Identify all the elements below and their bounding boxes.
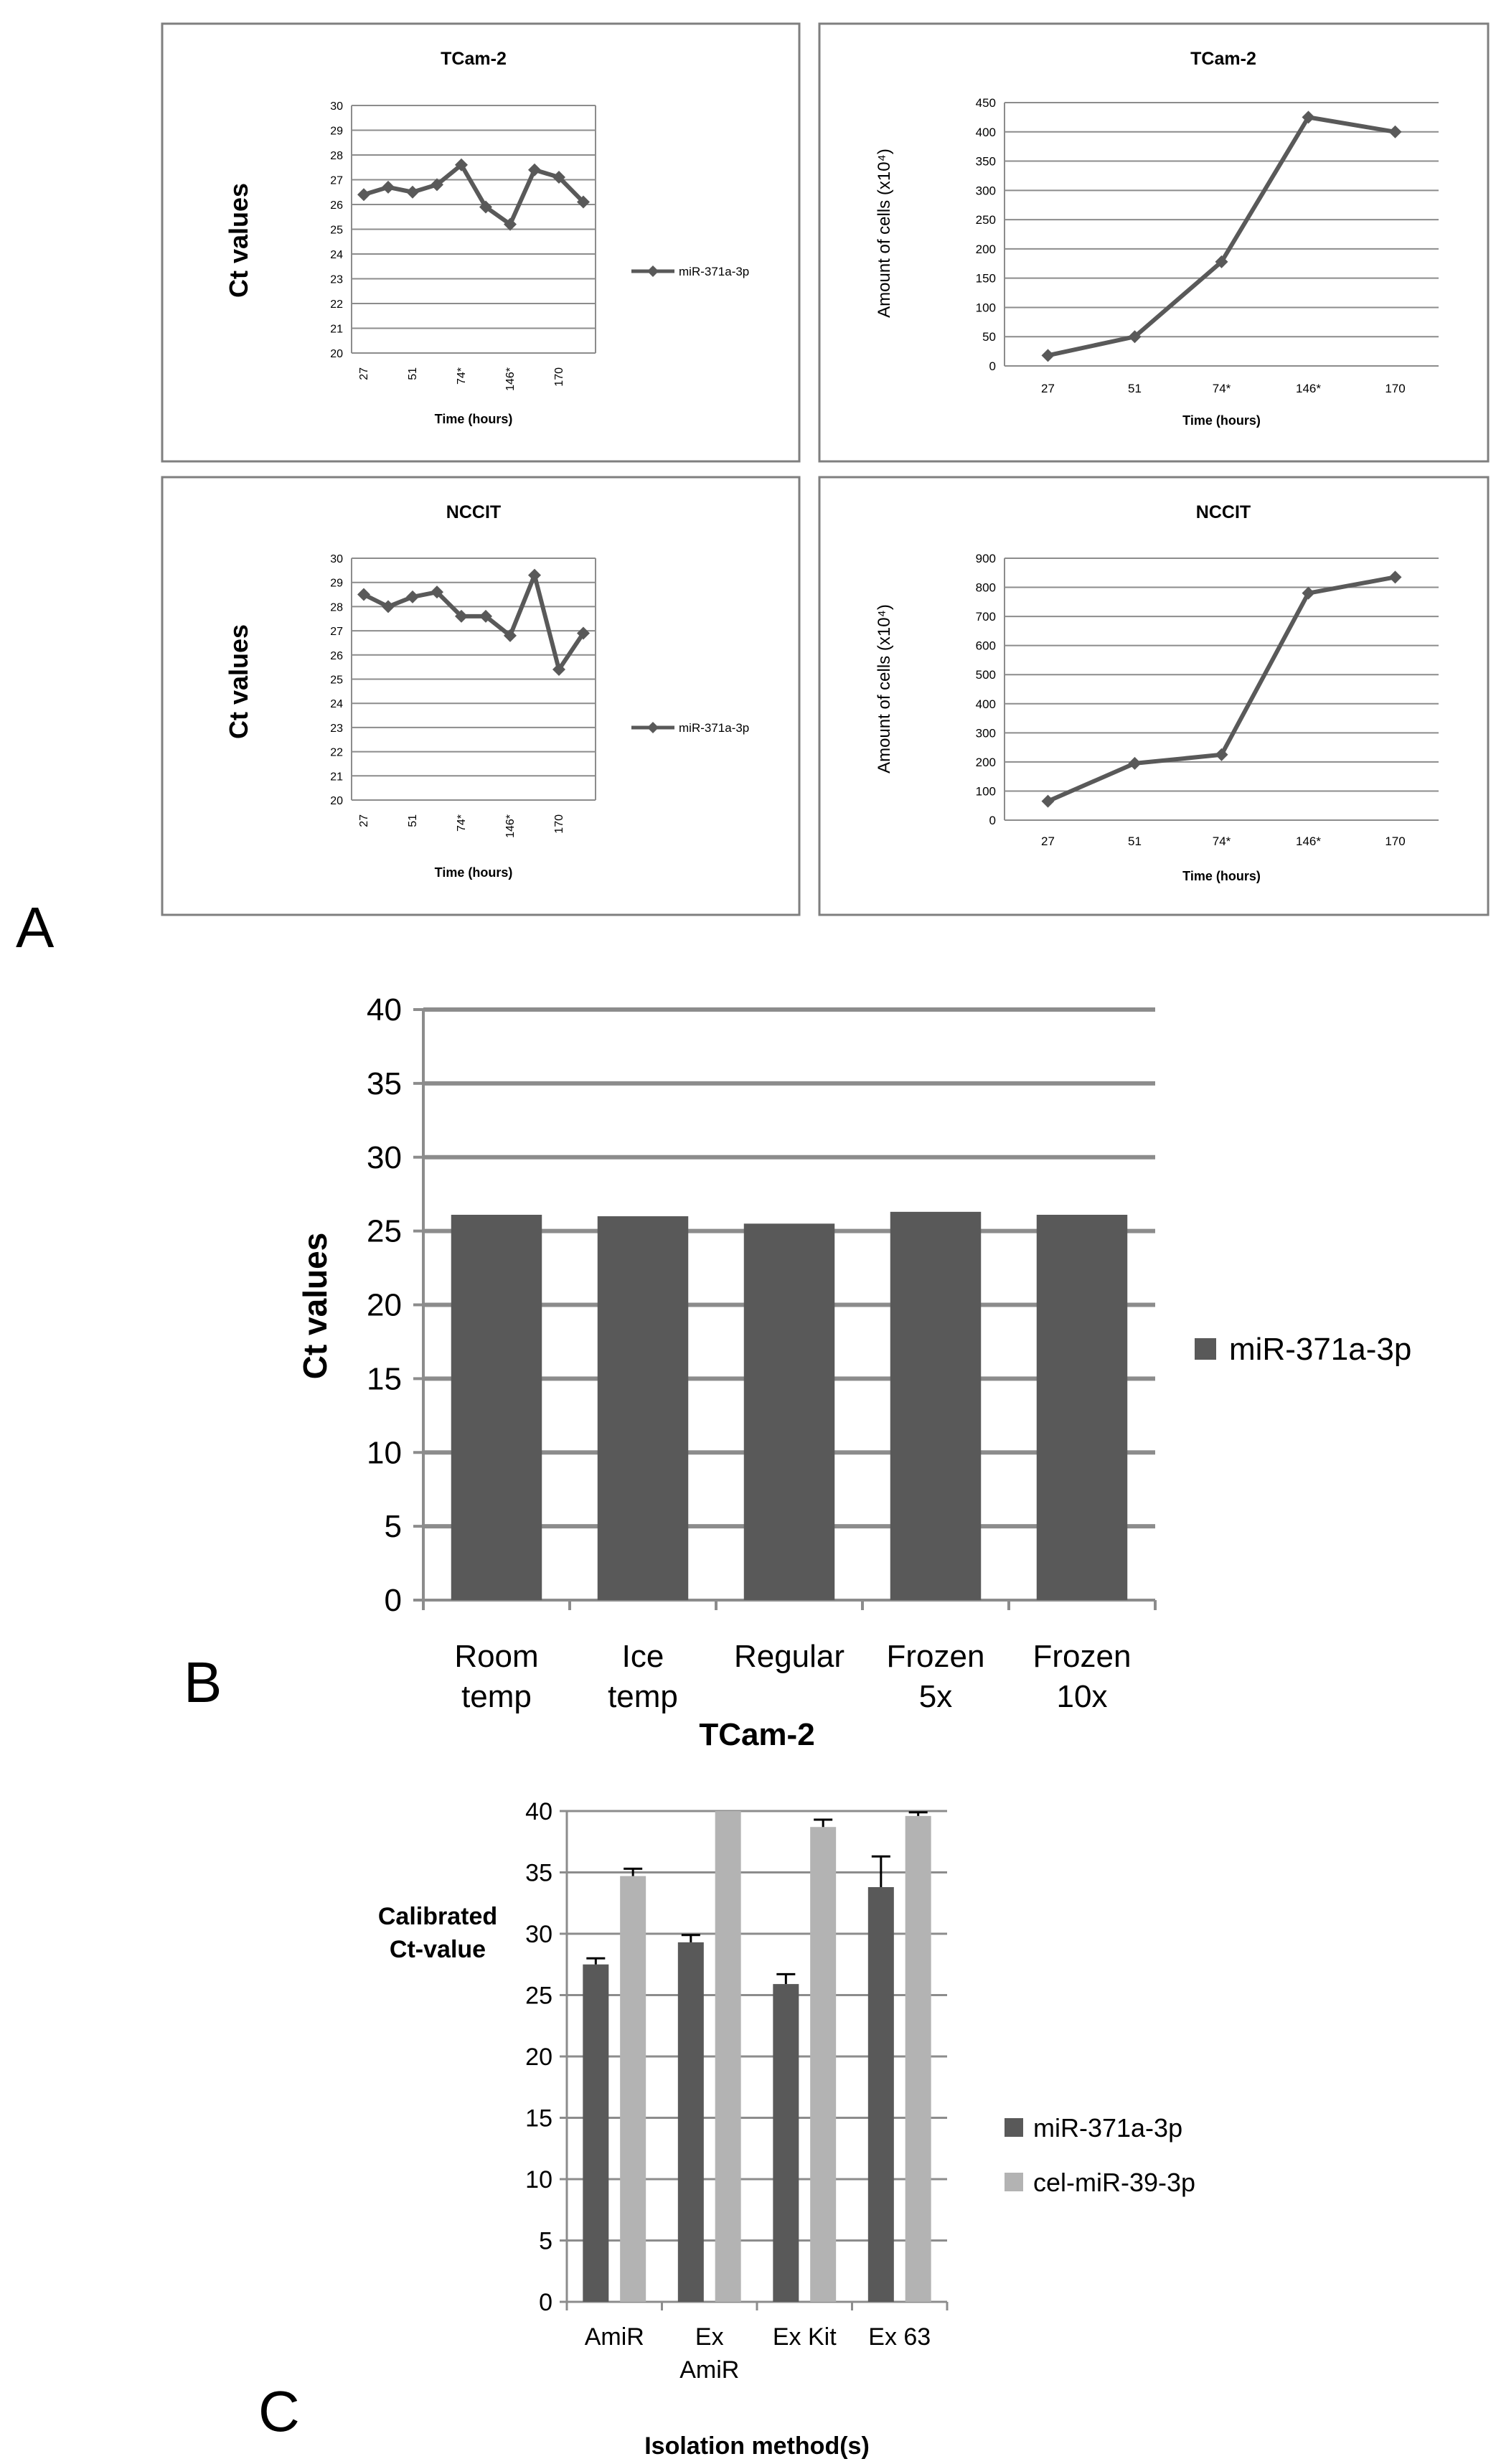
panel-label-a: A — [16, 895, 55, 959]
y-tick-label: 27 — [330, 626, 343, 639]
y-tick-label: 15 — [367, 1361, 402, 1397]
bar — [678, 1942, 704, 2302]
y-tick-label: 400 — [975, 697, 996, 711]
x-tick-label: 146* — [504, 367, 517, 391]
y-axis-label: Ct-value — [389, 1936, 486, 1963]
y-tick-label: 29 — [330, 577, 343, 590]
bar — [583, 1965, 608, 2302]
y-tick-label: 30 — [525, 1921, 552, 1948]
y-tick-label: 0 — [384, 1583, 402, 1618]
category-label: Ice — [621, 1639, 664, 1674]
legend-label: miR-371a-3p — [679, 721, 750, 735]
x-tick-label: 51 — [1128, 834, 1142, 848]
bar — [905, 1816, 931, 2302]
y-tick-label: 300 — [975, 726, 996, 740]
bar — [451, 1215, 542, 1600]
y-tick-label: 40 — [525, 1798, 552, 1825]
y-tick-label: 35 — [525, 1859, 552, 1887]
panel-a3-frame — [162, 477, 799, 915]
x-tick-label: 27 — [1041, 834, 1055, 848]
bar — [744, 1223, 834, 1600]
category-label: AmiR — [679, 2356, 740, 2384]
y-axis-label: Ct values — [296, 1232, 334, 1380]
y-tick-label: 0 — [989, 359, 996, 373]
y-tick-label: 24 — [330, 698, 343, 711]
legend-label: miR-371a-3p — [679, 265, 750, 278]
y-tick-label: 25 — [525, 1982, 552, 2010]
legend-swatch — [1005, 2118, 1023, 2137]
y-axis-label: Ct values — [224, 624, 253, 740]
y-tick-label: 21 — [330, 771, 343, 784]
y-tick-label: 800 — [975, 580, 996, 595]
y-tick-label: 20 — [525, 2044, 552, 2071]
bar — [598, 1216, 688, 1600]
category-label: Ex 63 — [868, 2323, 931, 2351]
x-axis-label: Time (hours) — [1182, 413, 1261, 428]
y-axis-label: Amount of cells (x10⁴) — [875, 604, 894, 773]
y-tick-label: 100 — [975, 301, 996, 315]
bar — [890, 1212, 981, 1600]
y-tick-label: 15 — [525, 2105, 552, 2133]
x-tick-label: 74* — [1212, 834, 1231, 848]
category-label: temp — [608, 1679, 678, 1714]
y-tick-label: 24 — [330, 249, 343, 261]
category-label: Frozen — [886, 1639, 985, 1674]
y-tick-label: 23 — [330, 722, 343, 735]
bar — [715, 1811, 741, 2302]
chart-b-storage-ct — [296, 992, 1411, 1714]
legend-swatch — [1195, 1338, 1216, 1360]
y-tick-label: 250 — [975, 213, 996, 227]
x-tick-label: 146* — [1296, 382, 1321, 395]
y-tick-label: 200 — [975, 242, 996, 256]
y-tick-label: 20 — [367, 1287, 402, 1323]
panel-a2-frame — [819, 24, 1488, 461]
chart-title: TCam-2 — [699, 1717, 815, 1752]
y-tick-label: 30 — [330, 100, 343, 113]
bar — [868, 1887, 894, 2302]
y-axis-label: Ct values — [224, 182, 253, 298]
category-label: Frozen — [1032, 1639, 1132, 1674]
x-tick-label: 74* — [456, 814, 468, 832]
bar — [620, 1876, 646, 2302]
x-axis-label: Time (hours) — [1182, 869, 1261, 883]
y-tick-label: 600 — [975, 639, 996, 653]
y-tick-label: 28 — [330, 601, 343, 614]
y-tick-label: 300 — [975, 184, 996, 198]
x-tick-label: 27 — [358, 814, 370, 827]
x-tick-label: 170 — [553, 814, 565, 834]
x-tick-label: 74* — [456, 367, 468, 385]
y-tick-label: 450 — [975, 96, 996, 110]
y-tick-label: 30 — [367, 1139, 402, 1175]
x-tick-label: 146* — [504, 814, 517, 838]
y-tick-label: 26 — [330, 199, 343, 212]
y-tick-label: 21 — [330, 323, 343, 336]
y-tick-label: 350 — [975, 154, 996, 169]
category-label: Regular — [733, 1639, 845, 1674]
y-tick-label: 0 — [989, 814, 996, 827]
y-tick-label: 25 — [330, 674, 343, 687]
category-label: temp — [461, 1679, 532, 1714]
y-tick-label: 5 — [539, 2227, 552, 2255]
y-tick-label: 27 — [330, 174, 343, 187]
legend-label: miR-371a-3p — [1033, 2113, 1183, 2143]
panel-label-b: B — [184, 1650, 222, 1714]
y-tick-label: 20 — [330, 795, 343, 807]
y-axis-label: Calibrated — [377, 1903, 498, 1930]
panel-label-c: C — [258, 2379, 300, 2443]
category-label: 10x — [1056, 1679, 1108, 1714]
category-label: Ex — [695, 2323, 724, 2351]
y-tick-label: 22 — [330, 746, 343, 759]
x-tick-label: 74* — [1212, 382, 1231, 395]
y-tick-label: 30 — [330, 553, 343, 565]
legend-label: miR-371a-3p — [1229, 1332, 1412, 1367]
chart-title: TCam-2 — [1190, 49, 1256, 69]
y-tick-label: 200 — [975, 755, 996, 769]
chart-c-isolation-ct — [378, 1717, 1195, 2460]
category-label: 5x — [918, 1679, 953, 1714]
chart-title: NCCIT — [446, 502, 502, 522]
y-tick-label: 25 — [367, 1213, 402, 1249]
category-label: Room — [454, 1639, 539, 1674]
legend-swatch — [1005, 2173, 1023, 2191]
y-tick-label: 22 — [330, 298, 343, 311]
x-tick-label: 170 — [553, 367, 565, 387]
chart-title: TCam-2 — [441, 49, 507, 69]
x-tick-label: 51 — [1128, 382, 1142, 395]
y-tick-label: 150 — [975, 271, 996, 286]
y-tick-label: 20 — [330, 348, 343, 360]
bar — [773, 1984, 799, 2302]
y-tick-label: 900 — [975, 552, 996, 565]
bar — [1037, 1215, 1127, 1600]
category-label: Ex Kit — [772, 2323, 837, 2351]
x-tick-label: 170 — [1385, 834, 1406, 848]
x-axis-label: Isolation method(s) — [644, 2432, 870, 2460]
y-tick-label: 26 — [330, 649, 343, 662]
y-tick-label: 35 — [367, 1066, 402, 1101]
y-tick-label: 0 — [539, 2289, 552, 2316]
legend-label: cel-miR-39-3p — [1033, 2168, 1196, 2197]
x-tick-label: 51 — [407, 367, 419, 380]
x-tick-label: 27 — [1041, 382, 1055, 395]
y-tick-label: 10 — [367, 1435, 402, 1471]
y-tick-label: 5 — [384, 1509, 402, 1545]
x-tick-label: 27 — [358, 367, 370, 380]
x-tick-label: 170 — [1385, 382, 1406, 395]
x-axis-label: Time (hours) — [434, 412, 513, 426]
y-tick-label: 28 — [330, 150, 343, 162]
panel-a4-frame — [819, 477, 1488, 915]
y-tick-label: 700 — [975, 610, 996, 624]
y-tick-label: 50 — [982, 330, 996, 344]
chart-title: NCCIT — [1195, 502, 1251, 522]
y-tick-label: 100 — [975, 784, 996, 799]
category-label: AmiR — [584, 2323, 644, 2351]
y-tick-label: 40 — [367, 992, 402, 1028]
y-tick-label: 29 — [330, 125, 343, 138]
x-tick-label: 146* — [1296, 834, 1321, 848]
y-tick-label: 500 — [975, 668, 996, 682]
panel-a1-frame — [162, 24, 799, 461]
y-axis-label: Amount of cells (x10⁴) — [875, 149, 894, 318]
bar — [810, 1827, 836, 2302]
y-tick-label: 400 — [975, 125, 996, 139]
x-axis-label: Time (hours) — [434, 865, 513, 880]
y-tick-label: 23 — [330, 273, 343, 286]
y-tick-label: 25 — [330, 224, 343, 237]
x-tick-label: 51 — [407, 814, 419, 827]
y-tick-label: 10 — [525, 2166, 552, 2193]
